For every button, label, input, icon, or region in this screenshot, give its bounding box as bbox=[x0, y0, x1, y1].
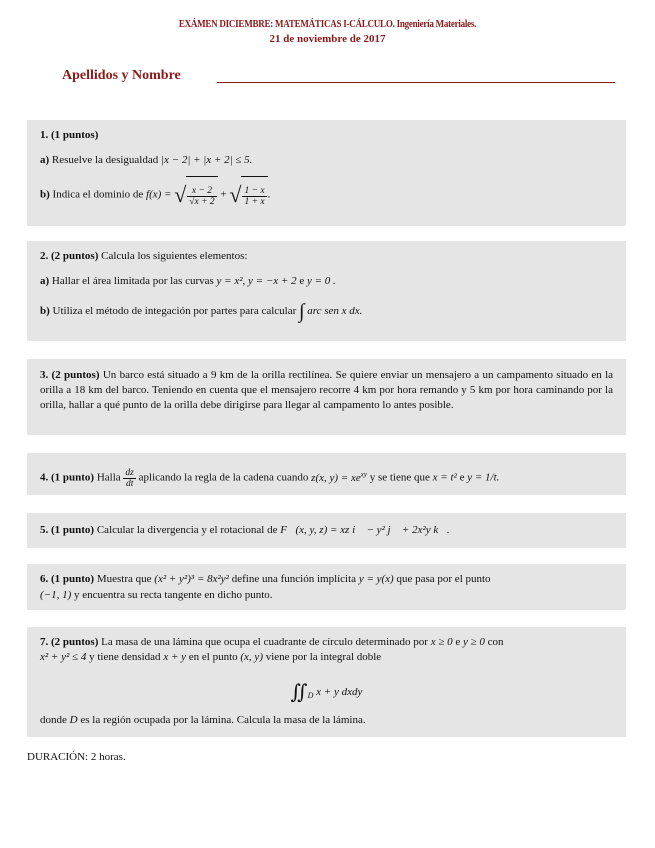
q3-text: Un barco está situado a 9 km de la orilla rectilínea. Se quiere enviar un mensajero a un campamento situado en la orilla a 18 km del barco. Teniendo en cuenta que el mensajero recorre 4 km por hora remando y 5 km por hora caminando por la orilla, hallar a qué punto de la orilla debe dirigirse para llegar al campamento lo antes posible. bbox=[40, 369, 614, 411]
q2-a-math2: y = 0 . bbox=[306, 275, 336, 287]
q2-a-and: e bbox=[299, 275, 305, 287]
q2-b-integrand: arc sen x dx. bbox=[307, 305, 363, 317]
q4-heading: 4. (1 punto) bbox=[40, 471, 95, 484]
q1-heading: 1. (1 puntos) bbox=[40, 129, 99, 141]
q7-line-2 bbox=[40, 650, 613, 665]
q4-t3: y se tiene que bbox=[369, 471, 430, 484]
name-underline bbox=[217, 82, 615, 83]
q5-heading: 5. (1 punto) bbox=[40, 524, 95, 536]
q1-b-num1: x − 2 bbox=[187, 186, 216, 197]
question-6 bbox=[27, 564, 626, 610]
q2-a-text: Hallar el área limitada por las curvas bbox=[51, 275, 214, 287]
question-7 bbox=[27, 627, 626, 737]
q7-line-1 bbox=[40, 635, 613, 650]
q6-line2-text: y encuentra su recta tangente en dicho punto. bbox=[74, 589, 273, 601]
q7-m4: (x, y) bbox=[240, 651, 263, 663]
q4-body bbox=[40, 459, 613, 489]
duration-note: DURACIÓN: 2 horas. bbox=[27, 751, 126, 763]
q7-m1b: y ≥ 0 bbox=[463, 636, 485, 648]
q2-intro: Calcula los siguientes elementos: bbox=[101, 250, 248, 262]
q6-t2: define una función implícita bbox=[231, 573, 357, 585]
name-field bbox=[62, 68, 615, 84]
q1-part-a bbox=[40, 153, 613, 168]
question-4 bbox=[27, 453, 626, 495]
q2-b-text: Utiliza el método de integación por partes para calcular bbox=[52, 305, 297, 317]
question-5 bbox=[27, 513, 626, 548]
q1-b-text: Indica el dominio de bbox=[52, 188, 144, 201]
integral-sign: ∫ bbox=[299, 300, 305, 323]
q4-derivative bbox=[123, 468, 135, 489]
q1-b-num2: 1 − x bbox=[244, 185, 265, 196]
q7-final-t2: es la región ocupada por la lámina. Calcula la masa de la lámina. bbox=[80, 714, 366, 726]
q7-t2: y tiene densidad bbox=[89, 651, 161, 663]
q2-part-b bbox=[40, 299, 613, 323]
q6-m2: y = y(x) bbox=[358, 573, 394, 585]
q2-heading-line bbox=[40, 249, 613, 264]
q6-t3: que pasa por el punto bbox=[396, 573, 491, 585]
q5-math: F⃗(x, y, z) = xz i⃗ − y² j⃗ + 2x²y k⃗. bbox=[280, 524, 450, 536]
question-1 bbox=[27, 120, 626, 226]
q5-body bbox=[40, 523, 613, 538]
q5-text: Calcular la divergencia y el rotacional de bbox=[96, 524, 278, 536]
q1-b-den1: x + 2 bbox=[194, 196, 215, 207]
q7-m3: x + y bbox=[163, 651, 186, 663]
q1-b-fx: f(x) = bbox=[146, 188, 172, 201]
q7-heading: 7. (2 puntos) bbox=[40, 636, 99, 648]
q4-t2: aplicando la regla de la cadena cuando bbox=[138, 471, 309, 484]
q1-b-plus: + bbox=[220, 188, 227, 201]
q3-heading: 3. (2 puntos) bbox=[40, 369, 100, 381]
q2-heading: 2. (2 puntos) bbox=[40, 250, 99, 262]
q6-line2-math: (−1, 1) bbox=[40, 589, 72, 601]
exam-title: EXÁMEN DICIEMBRE: MATEMÁTICAS I-CÁLCULO. Ingeniería Materiales. bbox=[178, 19, 477, 30]
name-label: Apellidos y Nombre bbox=[62, 68, 181, 83]
q2-b-label: b) bbox=[40, 305, 50, 317]
q3-body bbox=[40, 368, 613, 413]
q6-heading: 6. (1 punto) bbox=[40, 573, 95, 585]
q2-part-a bbox=[40, 274, 613, 289]
q1-a-text: Resuelve la desigualdad bbox=[51, 154, 159, 166]
q4-num: dz bbox=[125, 467, 134, 478]
q1-a-math: |x − 2| + |x + 2| ≤ 5. bbox=[160, 154, 253, 166]
q4-sup: xy bbox=[360, 470, 367, 478]
q1-b-radical-2: √ $\frac{1 - x}{1 + x}$ bbox=[229, 176, 267, 214]
q7-final-m: D bbox=[69, 714, 78, 726]
q7-final-line bbox=[40, 713, 613, 728]
q4-m2: x = t² bbox=[432, 471, 457, 484]
q1-b-label: b) bbox=[40, 188, 50, 201]
q2-a-math: y = x², y = −x + 2 bbox=[216, 275, 297, 287]
q7-t1b: e bbox=[455, 636, 461, 648]
q4-m3: y = 1/t. bbox=[467, 471, 500, 484]
q1-b-end: . bbox=[267, 188, 271, 201]
q7-m2: x² + y² ≤ 4 bbox=[40, 651, 87, 663]
q7-final-t1: donde bbox=[40, 714, 67, 726]
double-integral-sign: ∬ bbox=[290, 681, 308, 704]
q1-b-radical-1: √ $\frac{x - 2}{√x + 2}$ bbox=[174, 176, 217, 214]
q7-integral-sub: D bbox=[307, 691, 314, 701]
q6-t1: Muestra que bbox=[96, 573, 152, 585]
question-2 bbox=[27, 241, 626, 341]
q1-part-b bbox=[40, 176, 613, 212]
q4-m1: z(x, y) = xe bbox=[311, 471, 361, 484]
q7-integral bbox=[40, 677, 613, 707]
q4-den: dt bbox=[125, 478, 134, 489]
q1-a-label: a) bbox=[40, 154, 50, 166]
q4-t4: e bbox=[459, 471, 465, 484]
q6-line-1 bbox=[40, 572, 613, 587]
exam-date: 21 de noviembre de 2017 bbox=[269, 33, 386, 45]
q2-a-label: a) bbox=[40, 275, 50, 287]
q6-line-2 bbox=[40, 588, 613, 603]
q7-m1: x ≥ 0 bbox=[430, 636, 453, 648]
question-3 bbox=[27, 359, 626, 435]
q6-m1: (x² + y²)³ = 8x²y² bbox=[154, 573, 229, 585]
q1-b-den2: 1 + x bbox=[244, 196, 265, 207]
q7-t4: viene por la integral doble bbox=[265, 651, 382, 663]
q7-t1: La masa de una lámina que ocupa el cuadrante de círculo determinado por bbox=[101, 636, 428, 648]
q7-t3: en el punto bbox=[188, 651, 238, 663]
q7-integrand: x + y dxdy bbox=[316, 686, 363, 698]
q7-t1c: con bbox=[487, 636, 504, 648]
q4-t1: Halla bbox=[96, 471, 121, 484]
